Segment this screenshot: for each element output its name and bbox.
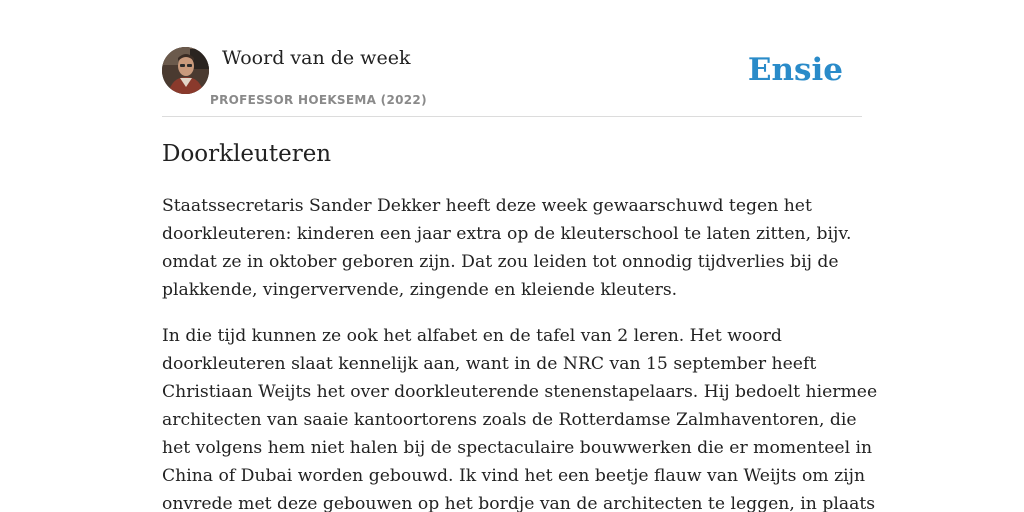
brand-logo[interactable]: Ensie xyxy=(747,52,843,88)
paragraph xyxy=(162,192,862,304)
post-content xyxy=(162,192,878,512)
text-line: plakkende, vingervervende, zingende en kleiende kleuters. xyxy=(162,280,678,300)
text-line: Staatssecretaris Sander Dekker heeft deze week gewaarschuwd tegen het xyxy=(162,196,812,216)
text-line: doorkleuteren slaat kennelijk aan, want in de NRC van 15 september heeft xyxy=(162,354,817,374)
author-photo-icon xyxy=(162,47,209,94)
text-line: architecten van saaie kantoortorens zoals de Rotterdamse Zalmhaventoren, die xyxy=(162,410,857,430)
text-line: doorkleuteren: kinderen een jaar extra op de kleuterschool te laten zitten, bijv. xyxy=(162,224,852,244)
text-line: onvrede met deze gebouwen op het bordje van de architecten te leggen, in plaats xyxy=(162,494,876,512)
text-line: China of Dubai worden gebouwd. Ik vind het een beetje flauw van Weijts om zijn xyxy=(162,466,866,486)
header xyxy=(162,46,862,117)
post-title: Doorkleuteren xyxy=(162,141,332,167)
author-avatar[interactable] xyxy=(162,47,209,94)
paragraph xyxy=(162,322,878,512)
text-line: het volgens hem niet halen bij de spectaculaire bouwwerken die er momenteel in xyxy=(162,438,873,458)
text-line: In die tijd kunnen ze ook het alfabet en de tafel van 2 leren. Het woord xyxy=(162,326,782,346)
blog-title[interactable]: Woord van de week xyxy=(222,47,411,69)
author-name[interactable]: PROFESSOR HOEKSEMA (2022) xyxy=(210,93,427,107)
text-line: omdat ze in oktober geboren zijn. Dat zou leiden tot onnodig tijdverlies bij de xyxy=(162,252,839,272)
text-line: Christiaan Weijts het over doorkleuterende stenenstapelaars. Hij bedoelt hiermee xyxy=(162,382,878,402)
